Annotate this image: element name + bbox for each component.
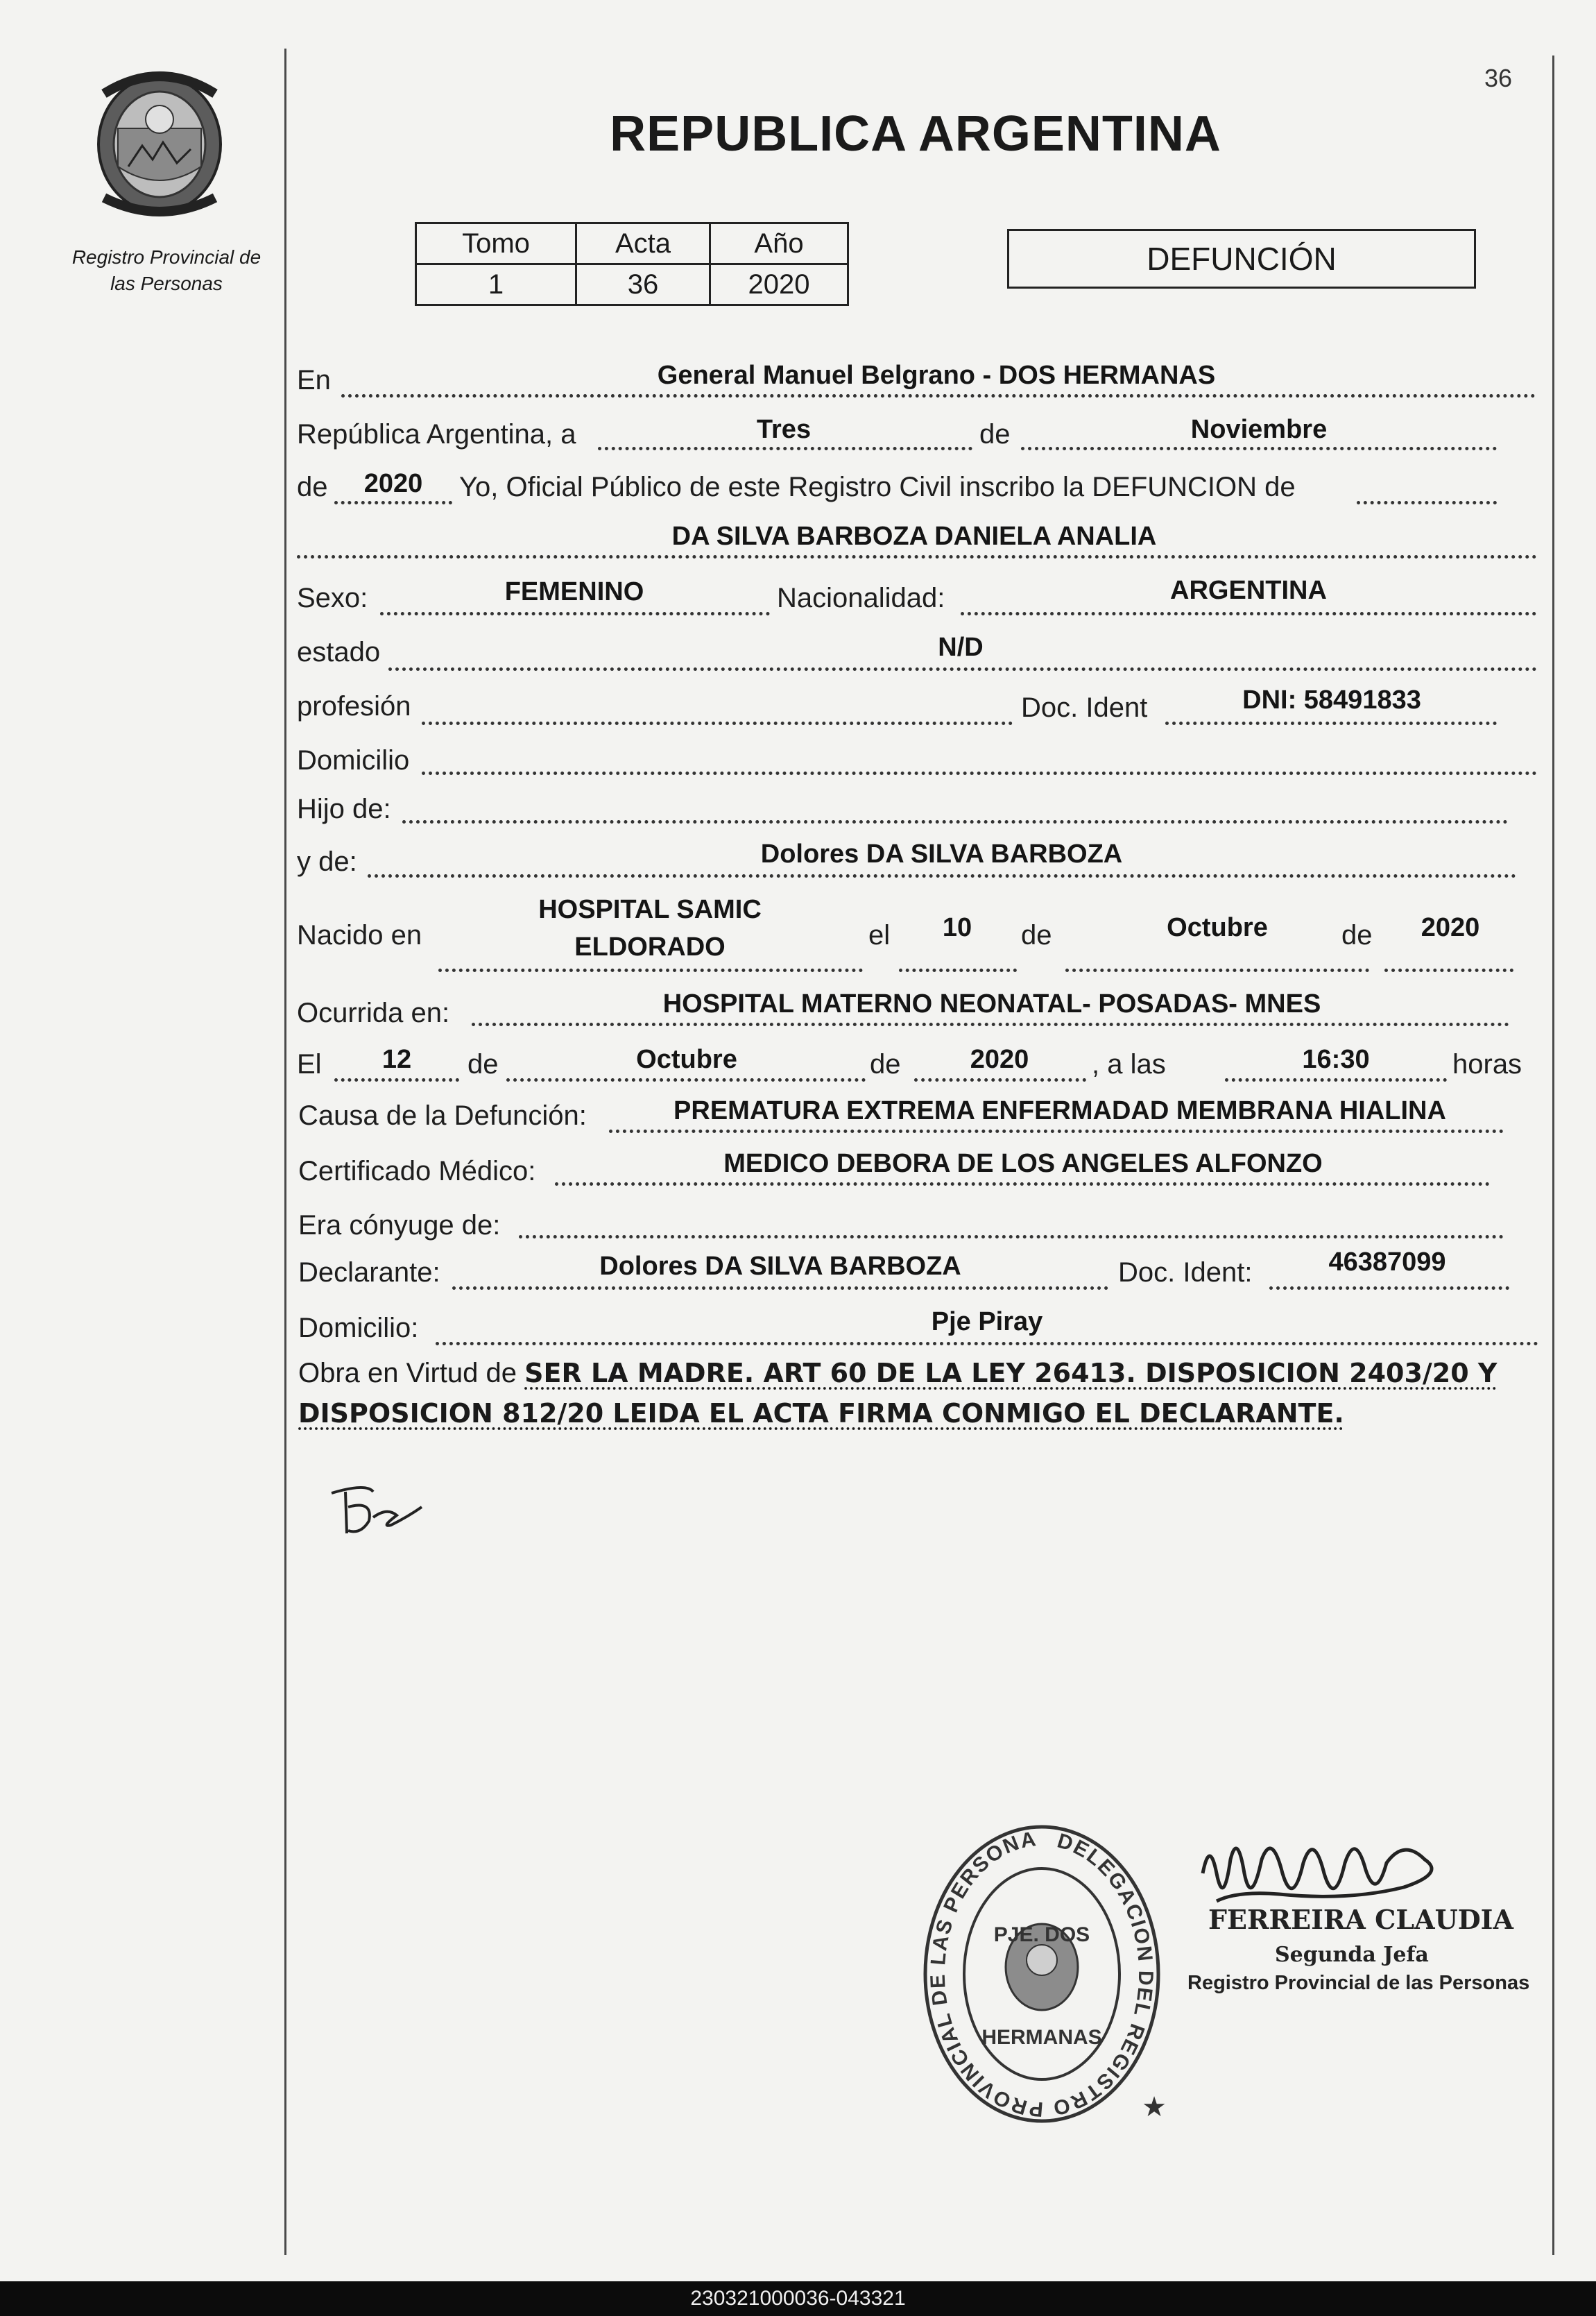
record-table-header-acta: Acta (576, 223, 710, 264)
label-domicilio-decl: Domicilio: (298, 1313, 419, 1343)
label-de: de (979, 419, 1011, 450)
value-declarante-doc: 46387099 (1328, 1248, 1446, 1277)
value-estado: N/D (938, 633, 984, 662)
record-table-header-tomo: Tomo (416, 223, 576, 264)
dotted-line (452, 1286, 1108, 1290)
dotted-line (472, 1023, 1509, 1026)
value-declarante-domicilio: Pje Piray (931, 1307, 1043, 1336)
label-declarante: Declarante: (298, 1257, 440, 1288)
signature-office: Registro Provincial de las Personas (1187, 1972, 1530, 1994)
stamp-ring-icon (917, 1818, 1167, 2130)
label-hijo-de: Hijo de: (297, 794, 391, 824)
label-doc-ident-decl: Doc. Ident: (1118, 1257, 1253, 1288)
label-el: el (868, 920, 891, 951)
record-table-header-ano: Año (710, 223, 848, 264)
label-causa: Causa de la Defunción: (298, 1100, 587, 1131)
label-nacido-en: Nacido en (297, 920, 422, 951)
value-year: 2020 (363, 469, 423, 498)
label-certificado: Certificado Médico: (298, 1156, 536, 1186)
dotted-line (1165, 722, 1497, 725)
obra-paragraph (298, 1353, 1540, 1433)
record-table-value-row (416, 264, 848, 305)
label-a-las: , a las (1092, 1049, 1166, 1080)
record-type-box: DEFUNCIÓN (1007, 229, 1476, 289)
dotted-line (422, 772, 1537, 775)
dotted-line (1269, 1286, 1509, 1290)
dotted-line (555, 1182, 1490, 1186)
dotted-line (438, 969, 863, 972)
value-certificado: MEDICO DEBORA DE LOS ANGELES ALFONZO (723, 1149, 1323, 1178)
value-month: Noviembre (1190, 415, 1328, 444)
label-el-cap: El (297, 1049, 322, 1080)
dotted-line (297, 555, 1537, 559)
value-deceased-name: DA SILVA BARBOZA DANIELA ANALIA (671, 522, 1157, 551)
dotted-line (1357, 501, 1497, 504)
value-birth-place-line2: ELDORADO (574, 933, 726, 962)
dotted-line (368, 874, 1516, 878)
value-birth-month: Octubre (1167, 913, 1268, 942)
record-table (415, 222, 849, 306)
label-doc-ident: Doc. Ident (1021, 692, 1148, 723)
value-birth-place-line1: HOSPITAL SAMIC (538, 895, 762, 924)
stamp-ring-text: DELEGACION DEL REGISTRO PROVINCIAL DE LAS PERSONA (926, 1827, 1158, 2121)
dotted-line (380, 612, 770, 615)
dotted-line (402, 820, 1508, 824)
record-table-value-tomo: 1 (416, 264, 576, 305)
label-conyuge: Era cónyuge de: (298, 1210, 501, 1241)
registry-caption-line2: las Personas (110, 272, 223, 294)
value-death-place: HOSPITAL MATERNO NEONATAL- POSADAS- MNES (662, 989, 1321, 1019)
initials-signature-icon (325, 1479, 429, 1542)
stamp-center-line2: HERMANAS (981, 2026, 1102, 2049)
value-day-word: Tres (756, 415, 812, 444)
dotted-line (1225, 1078, 1447, 1082)
dotted-line (1384, 969, 1513, 972)
record-table-value-ano: 2020 (710, 264, 848, 305)
dotted-line (519, 1235, 1504, 1238)
value-place: General Manuel Belgrano - DOS HERMANAS (657, 361, 1216, 390)
dotted-line (334, 1078, 459, 1082)
value-doc-ident: DNI: 58491833 (1242, 686, 1421, 715)
page-title: REPUBLICA ARGENTINA (610, 106, 1221, 162)
label-statement: Yo, Oficial Público de este Registro Civil inscribo la DEFUNCION de (459, 472, 1296, 502)
label-y-de: y de: (297, 846, 357, 877)
page-number: 36 (1484, 64, 1513, 92)
label-de: de (467, 1049, 499, 1080)
value-death-time: 16:30 (1302, 1045, 1370, 1074)
coat-of-arms-icon (90, 62, 229, 222)
value-death-day: 12 (381, 1045, 412, 1074)
value-obra-text: SER LA MADRE. ART 60 DE LA LEY 26413. DISPOSICION 2403/20 Y DISPOSICION 812/20 LEIDA EL ACTA FIRMA CONMIGO EL DECLARANTE. (298, 1358, 1498, 1429)
label-republica: República Argentina, a (297, 419, 576, 450)
label-obra: Obra en Virtud de (298, 1358, 517, 1388)
dotted-line (899, 969, 1017, 972)
value-birth-year: 2020 (1421, 913, 1480, 942)
label-nacionalidad: Nacionalidad: (777, 583, 945, 613)
label-domicilio: Domicilio (297, 745, 410, 776)
value-death-year: 2020 (970, 1045, 1029, 1074)
stamp-center-line1: PJE. DOS (993, 1923, 1090, 1946)
label-en: En (297, 365, 331, 395)
value-nacionalidad: ARGENTINA (1170, 576, 1327, 605)
label-de: de (870, 1049, 901, 1080)
dotted-line (961, 612, 1536, 615)
value-birth-day: 10 (942, 913, 972, 942)
svg-text:★: ★ (1142, 2091, 1167, 2123)
left-margin-line (284, 49, 286, 2255)
label-ocurrida-en: Ocurrida en: (297, 998, 450, 1028)
value-death-month: Octubre (636, 1045, 737, 1074)
dotted-line (506, 1078, 866, 1082)
dotted-line (436, 1342, 1538, 1345)
record-table-value-acta: 36 (576, 264, 710, 305)
dotted-line (914, 1078, 1086, 1082)
label-sexo: Sexo: (297, 583, 368, 613)
label-de: de (1021, 920, 1052, 951)
signature-role: Segunda Jefa (1275, 1943, 1429, 1967)
dotted-line (341, 394, 1536, 398)
dotted-line (388, 667, 1537, 671)
dotted-line (598, 447, 972, 450)
dotted-line (609, 1130, 1504, 1133)
document-code-footer: 230321000036-043321 (0, 2281, 1596, 2316)
label-de: de (297, 472, 328, 502)
dotted-line (1021, 447, 1497, 450)
signature-name: FERREIRA CLAUDIA (1208, 1904, 1513, 1935)
dotted-line (1065, 969, 1369, 972)
label-de: de (1341, 920, 1373, 951)
dotted-line (422, 722, 1013, 725)
label-estado: estado (297, 637, 381, 667)
value-declarante: Dolores DA SILVA BARBOZA (599, 1252, 961, 1281)
value-causa: PREMATURA EXTREMA ENFERMADAD MEMBRANA HIALINA (673, 1096, 1446, 1125)
right-margin-line (1552, 56, 1554, 2255)
label-profesion: profesión (297, 691, 411, 722)
record-table-header-row (416, 223, 848, 264)
registry-caption-line1: Registro Provincial de (71, 246, 261, 268)
dotted-line (334, 501, 452, 504)
official-stamp (917, 1818, 1167, 2130)
value-sexo: FEMENINO (504, 577, 644, 606)
value-y-de: Dolores DA SILVA BARBOZA (760, 840, 1123, 869)
label-horas: horas (1452, 1049, 1522, 1080)
registry-caption (62, 244, 271, 297)
